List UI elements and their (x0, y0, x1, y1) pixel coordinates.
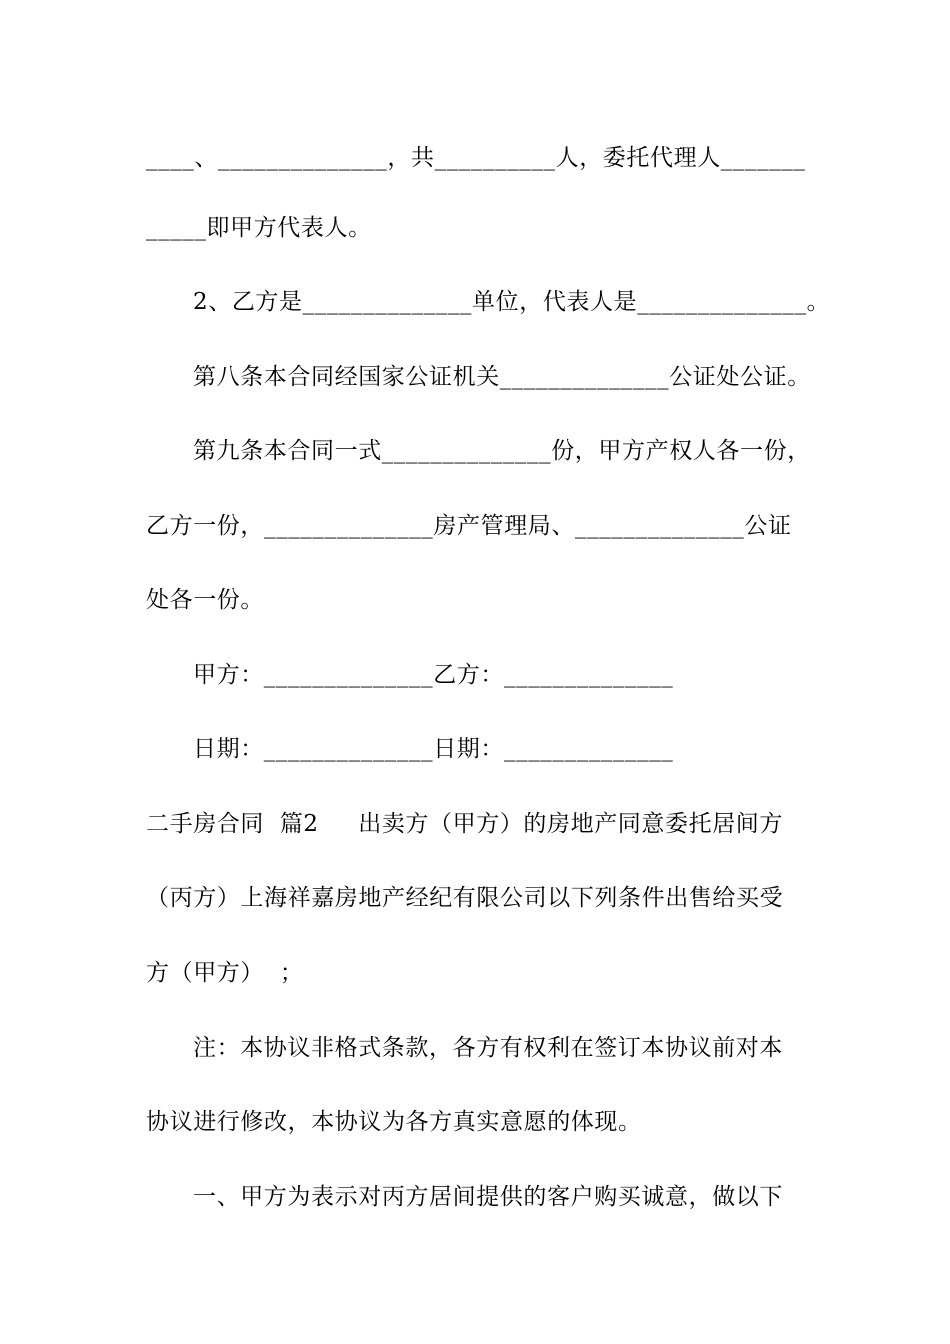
text-line: （丙方）上海祥嘉房地产经纪有限公司以下列条件出售给买受 (146, 885, 784, 911)
text-line: 甲方：______________乙方：______________ (193, 662, 674, 688)
text-line: 处各一份。 (146, 587, 264, 613)
text-line: _____即甲方代表人。 (146, 215, 372, 241)
text-line: 协议进行修改，本协议为各方真实意愿的体现。 (146, 1109, 642, 1135)
text-line: 二手房合同 篇2 出卖方（甲方）的房地产同意委托居间方 (146, 811, 784, 837)
text-line: ____、______________，共__________人，委托代理人_______ (146, 145, 806, 171)
text-line: 一、甲方为表示对丙方居间提供的客户购买诚意，做以下 (193, 1184, 783, 1210)
text-line: 2、乙方是______________单位，代表人是______________。 (193, 289, 831, 315)
text-line: 乙方一份，______________房产管理局、______________公证 (146, 513, 792, 539)
text-line: 第八条本合同经国家公证机关______________公证处公证。 (193, 364, 811, 390)
text-line: 日期：______________日期：______________ (193, 736, 674, 762)
text-line: 方（甲方） ； (146, 960, 304, 986)
text-line: 注：本协议非格式条款，各方有权利在签订本协议前对本 (193, 1035, 783, 1061)
text-line: 第九条本合同一式______________份，甲方产权人各一份， (193, 438, 811, 464)
